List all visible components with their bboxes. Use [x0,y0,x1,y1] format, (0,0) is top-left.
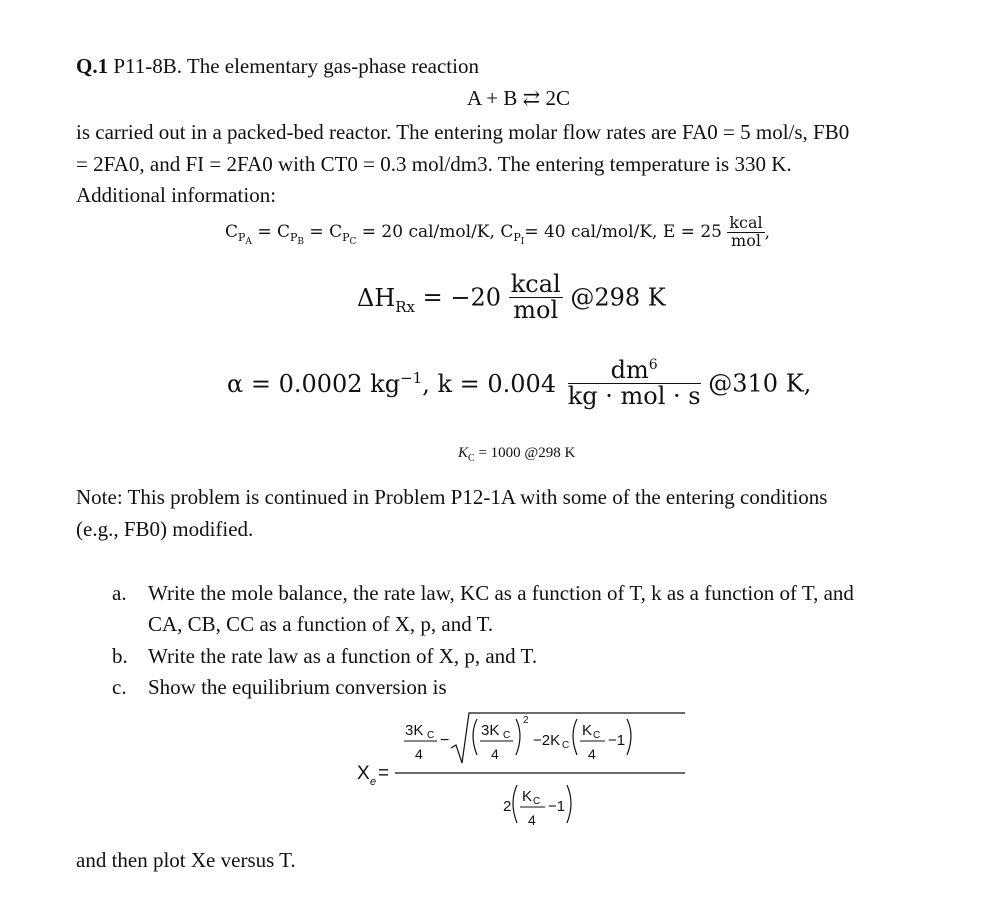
enthalpy-cond: @298 K [570,283,666,312]
part-b-line-1: Write the rate law as a function of X, p, and T. [148,644,538,668]
svg-text:2: 2 [503,798,512,815]
kc-value: = 1000 @298 K [478,445,576,461]
svg-text:4: 4 [588,746,596,762]
svg-text:3K: 3K [481,722,500,739]
question-number: Q.1 [76,54,109,78]
svg-text:C: C [533,796,541,807]
svg-text:=: = [378,763,390,784]
equilibrium-conversion-formula [355,705,695,835]
svg-text:−1: −1 [608,732,626,749]
svg-text:C: C [503,730,511,741]
svg-text:2: 2 [523,715,529,726]
enthalpy-value: = −20 [422,283,502,312]
alpha-k-equation [227,358,811,409]
svg-text:C: C [562,740,570,751]
alpha-text: α = 0.0002 kg [227,369,401,398]
kc-symbol: K [458,445,469,461]
reaction-equation: A + B ⇄ 2C [467,86,570,110]
part-c-label: c. [112,675,127,699]
problem-id: P11-8B. [113,54,182,78]
svg-text:−: − [440,732,450,749]
kc-equation [458,445,575,462]
intro-text: The elementary gas-phase reaction [186,54,479,78]
svg-text:3K: 3K [405,722,424,739]
note-line-1: Note: This problem is continued in Problem P12-1A with some of the entering conditions [76,485,828,509]
k-unit-num: dm [610,356,649,384]
cpi-value: = 40 cal/mol/K, [524,222,658,242]
enthalpy-den: mol [513,296,559,325]
svg-text:C: C [593,730,601,741]
svg-text:4: 4 [415,746,423,762]
k-unit-exp: 6 [648,357,658,373]
e-unit-num: kcal [729,213,763,232]
svg-text:4: 4 [491,746,499,762]
part-a-label: a. [112,581,127,605]
part-a-line-1: Write the mole balance, the rate law, KC as a function of T, k as a function of T, and [148,581,854,605]
activation-energy: E = 25 [662,222,722,242]
enthalpy-equation [357,272,666,323]
e-unit-den: mol [731,230,761,250]
kc-sub: C [468,453,475,464]
part-b-label: b. [112,644,128,668]
question-heading [76,52,479,80]
svg-text:X: X [357,763,370,784]
svg-text:−2K: −2K [533,732,561,749]
note-line-2: (e.g., FB0) modified. [76,517,254,541]
svg-text:−1: −1 [548,798,566,815]
body-line-3: = 2FA0, and FI = 2FA0 with CT0 = 0.3 mol/dm3. The entering temperature is 330 K. [76,152,792,176]
svg-text:K: K [522,788,533,805]
svg-text:K: K [582,722,593,739]
cp-c-term: = C [309,222,343,242]
enthalpy-num: kcal [510,270,561,298]
k-cond: @310 K, [708,369,812,398]
body-line-4: Additional information: [76,183,277,207]
svg-text:C: C [427,730,435,741]
k-text: , k = 0.004 [422,369,557,398]
cp-value: = 20 cal/mol/K, [361,222,495,242]
part-a-line-2: CA, CB, CC as a function of X, p, and T. [148,612,494,636]
closing-line: and then plot Xe versus T. [76,848,296,872]
svg-text:e: e [370,776,377,788]
part-c-line-1: Show the equilibrium conversion is [148,675,447,699]
heat-capacity-equation: $C_{P_A} = C_{P_B} = C_{P_C} = 20$ cal/mol/K, $C_{P_I}= 40$ cal/mol/K, E = 25 $\frac{\text{kcal}}{\text{mol}}$ , [225,213,771,250]
delta-h: ΔH [357,283,396,312]
svg-text:4: 4 [528,812,536,828]
delta-h-sub: Rx [395,297,416,316]
k-unit-den: kg · mol · s [567,382,701,411]
alpha-exp: −1 [400,368,423,387]
body-line-2: is carried out in a packed-bed reactor. The entering molar flow rates are FA0 = 5 mol/s, FB0 [76,120,850,144]
